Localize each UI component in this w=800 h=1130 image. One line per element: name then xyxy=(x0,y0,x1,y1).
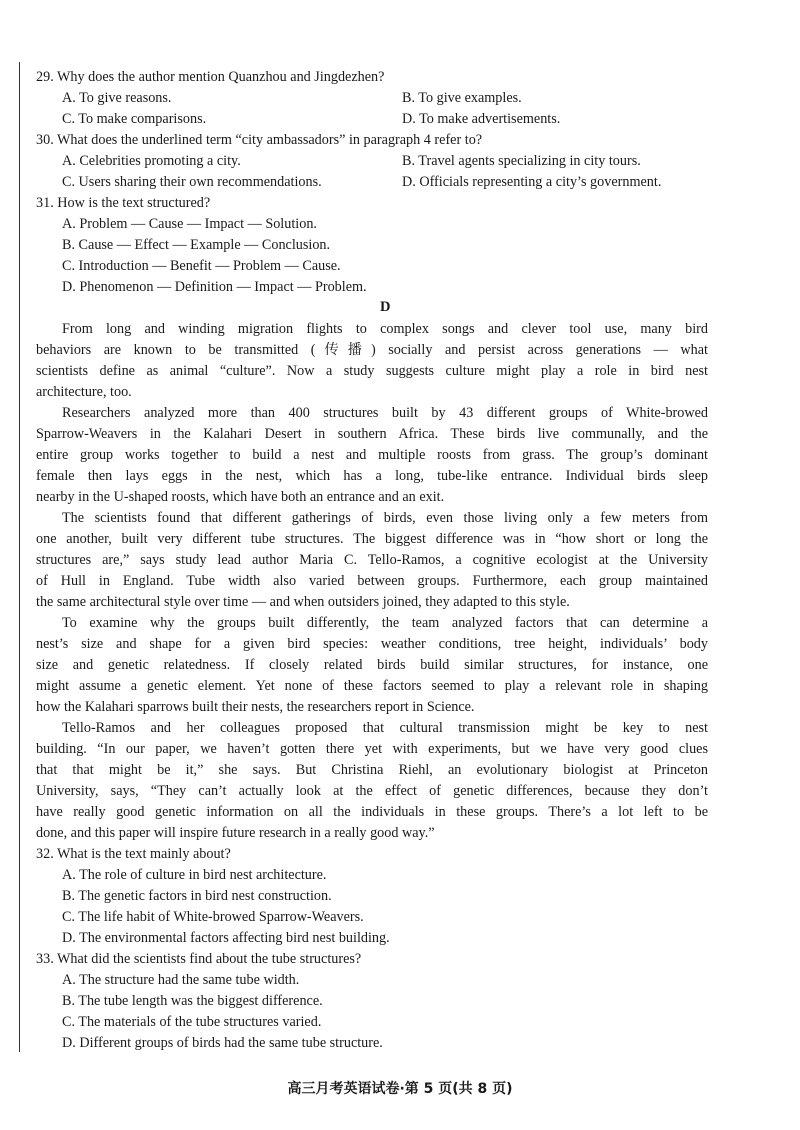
passage-line: have really good genetic information on all the individuals in these groups. There’s a lot left to be xyxy=(36,804,708,820)
question-32-option-d: D. The environmental factors affecting bird nest building. xyxy=(62,930,390,946)
passage-line: The scientists found that different gatherings of birds, even those living only a few meters from xyxy=(62,510,708,526)
passage-line: the same architectural style over time — and when outsiders joined, they adapted to this style. xyxy=(36,594,570,610)
question-31-option-b: B. Cause — Effect — Example — Conclusion. xyxy=(62,237,331,253)
section-label: D xyxy=(380,299,391,315)
passage-line: how the Kalahari sparrows built their nests, the researchers report in Science. xyxy=(36,699,475,715)
question-30-option-c: C. Users sharing their own recommendations. xyxy=(62,174,322,190)
question-29-option-b: B. To give examples. xyxy=(402,90,522,106)
question-30-option-a: A. Celebrities promoting a city. xyxy=(62,153,241,169)
passage-line: structures are,” says study lead author Maria C. Tello-Ramos, a cognitive ecologist at the University xyxy=(36,552,708,568)
question-33-option-a: A. The structure had the same tube width. xyxy=(62,972,300,988)
passage-line: that that might be it,” she says. But Christina Riehl, an evolutionary biologist at Princeton xyxy=(36,762,708,778)
question-29-option-a: A. To give reasons. xyxy=(62,90,172,106)
question-29-option-c: C. To make comparisons. xyxy=(62,111,207,127)
binding-margin-line xyxy=(19,62,20,1052)
passage-line: nest’s size and shape for a given bird species: weather conditions, tree height, individuals’ body xyxy=(36,636,708,652)
question-29-option-d: D. To make advertisements. xyxy=(402,111,561,127)
passage-line: of Hull in England. Tube width also varied between groups. Furthermore, each group maintained xyxy=(36,573,708,589)
passage-line: Tello-Ramos and her colleagues proposed that cultural transmission might be key to nest xyxy=(62,720,708,736)
passage-line: nearby in the U-shaped roosts, which have both an entrance and an exit. xyxy=(36,489,445,505)
passage-line: Researchers analyzed more than 400 structures built by 43 different groups of White-browed xyxy=(62,405,708,421)
question-31-option-a: A. Problem — Cause — Impact — Solution. xyxy=(62,216,317,232)
question-32-option-c: C. The life habit of White-browed Sparrow-Weavers. xyxy=(62,909,364,925)
passage-line: might assume a genetic element. Yet none of these factors seemed to play a relevant role in shaping xyxy=(36,678,708,694)
question-31-stem: 31. How is the text structured? xyxy=(36,195,211,211)
question-32-option-b: B. The genetic factors in bird nest construction. xyxy=(62,888,332,904)
question-30-option-d: D. Officials representing a city’s government. xyxy=(402,174,662,190)
passage-line: entire group works together to build a nest and multiple roosts from grass. The group’s dominant xyxy=(36,447,708,463)
question-33-option-b: B. The tube length was the biggest difference. xyxy=(62,993,323,1009)
question-32-option-a: A. The role of culture in bird nest architecture. xyxy=(62,867,327,883)
question-33-stem: 33. What did the scientists find about the tube structures? xyxy=(36,951,362,967)
question-31-option-d: D. Phenomenon — Definition — Impact — Problem. xyxy=(62,279,367,295)
passage-line: Sparrow-Weavers in the Kalahari Desert in southern Africa. These birds live communally, and the xyxy=(36,426,708,442)
passage-line: female then lays eggs in the nest, which has a long, tube-like entrance. Individual birds sleep xyxy=(36,468,708,484)
question-32-stem: 32. What is the text mainly about? xyxy=(36,846,231,862)
passage-line: behaviors are known to be transmitted (传播) socially and persist across generations — what xyxy=(36,342,708,358)
page-footer: 高三月考英语试卷·第 5 页(共 8 页) xyxy=(287,1081,513,1097)
question-30-option-b: B. Travel agents specializing in city tours. xyxy=(402,153,641,169)
question-31-option-c: C. Introduction — Benefit — Problem — Cause. xyxy=(62,258,341,274)
passage-line: scientists define as animal “culture”. Now a study suggests culture might play a role in bird nest xyxy=(36,363,708,379)
passage-line: To examine why the groups built differently, the team analyzed factors that can determine a xyxy=(62,615,708,631)
question-33-option-d: D. Different groups of birds had the same tube structure. xyxy=(62,1035,383,1051)
question-33-option-c: C. The materials of the tube structures varied. xyxy=(62,1014,322,1030)
question-29-stem: 29. Why does the author mention Quanzhou and Jingdezhen? xyxy=(36,69,385,85)
passage-line: building. “In our paper, we haven’t gotten there yet with experiments, but we have very good clues xyxy=(36,741,708,757)
passage-line: architecture, too. xyxy=(36,384,132,400)
passage-line: University, says, “They can’t actually look at the effect of genetic differences, because they don’t xyxy=(36,783,708,799)
passage-line: done, and this paper will inspire future research in a really good way.” xyxy=(36,825,435,841)
question-30-stem: 30. What does the underlined term “city ambassadors” in paragraph 4 refer to? xyxy=(36,132,483,148)
passage-line: size and genetic relatedness. If closely related birds build similar structures, for instance, one xyxy=(36,657,708,673)
passage-line: From long and winding migration flights to complex songs and clever tool use, many bird xyxy=(62,321,708,337)
passage-line: one another, built very different tube structures. The biggest difference was in “how short or long the xyxy=(36,531,708,547)
